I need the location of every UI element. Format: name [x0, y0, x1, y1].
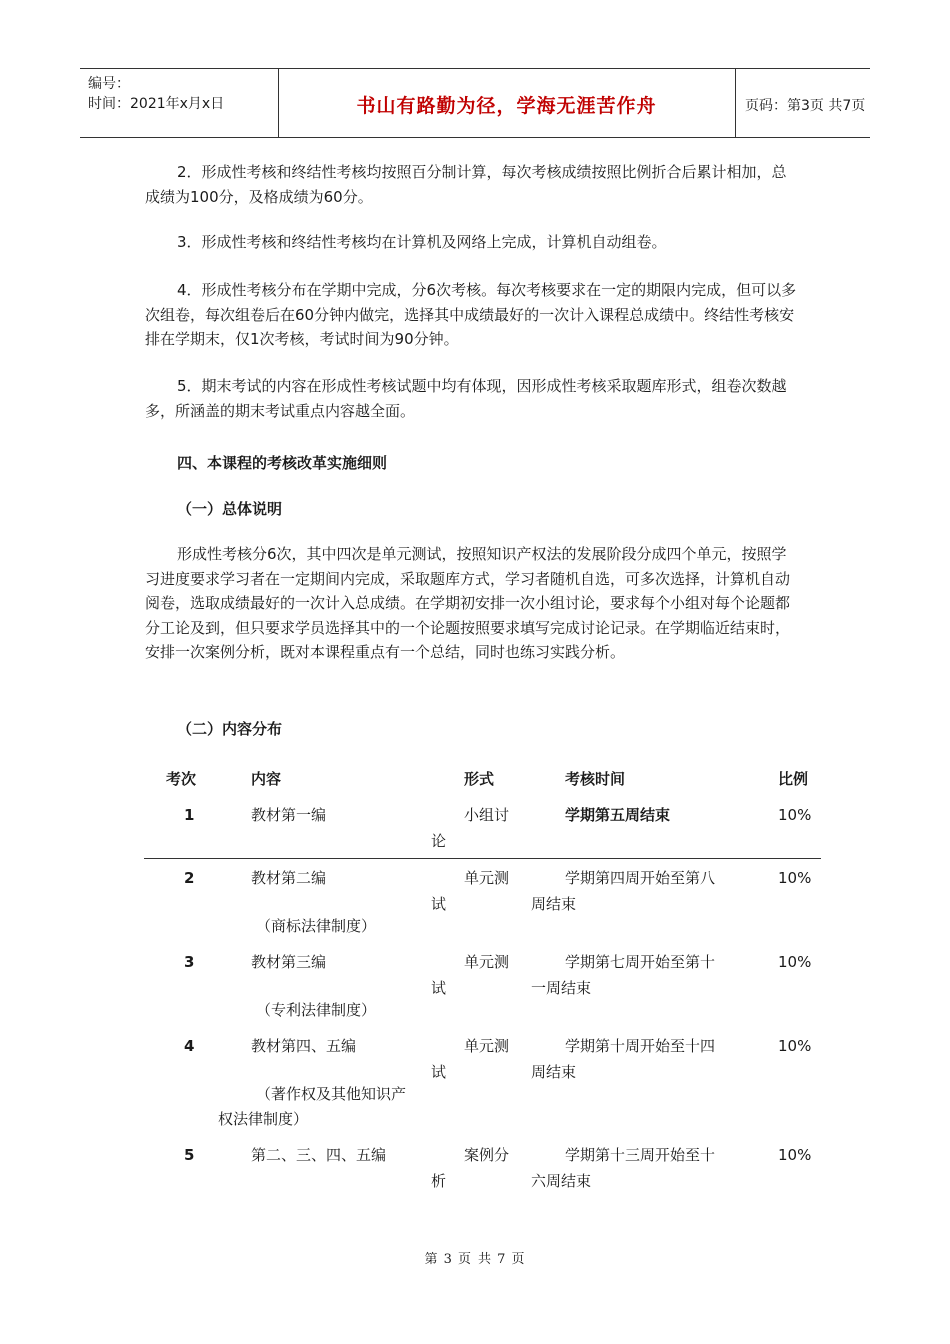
col-header-form: 形式 — [464, 770, 495, 788]
footer-current-page: 第 3 页 — [424, 1252, 472, 1267]
row-2-content-sub: （商标法律制度） — [256, 917, 377, 935]
row-3-number: 3 — [184, 953, 195, 971]
row-2-content: 教材第二编 — [251, 869, 327, 887]
row-5-time: 学期第十三周开始至十 — [565, 1146, 716, 1164]
row-4-content-sub-wrap: 权法律制度） — [218, 1110, 309, 1128]
subsection-2-title: （二）内容分布 — [177, 720, 283, 738]
row-3-content: 教材第三编 — [251, 953, 327, 971]
row-5-form-wrap: 析 — [431, 1172, 447, 1190]
row-4-form-wrap: 试 — [431, 1063, 447, 1081]
row-2-number: 2 — [184, 869, 195, 887]
row-5-form: 案例分 — [464, 1146, 510, 1164]
page-header — [80, 68, 870, 138]
row-5-content: 第二、三、四、五编 — [251, 1146, 387, 1164]
row-4-time-wrap: 周结束 — [531, 1063, 577, 1081]
col-header-time: 考核时间 — [565, 770, 626, 788]
header-page-cell — [735, 69, 870, 137]
paragraph-5: 5．期末考试的内容在形成性考核试题中均有体现，因形成性考核采取题库形式，组卷次数越多，所涵盖的期末考试重点内容越全面。 — [145, 377, 787, 420]
row-3-time: 学期第七周开始至第十 — [565, 953, 716, 971]
header-meta — [80, 69, 279, 137]
row-2-time-wrap: 周结束 — [531, 895, 577, 913]
header-page-info: 页码：第3页 共7页 — [745, 98, 866, 114]
col-header-content: 内容 — [251, 770, 282, 788]
col-header-ratio: 比例 — [778, 770, 809, 788]
row-3-form: 单元测 — [464, 953, 510, 971]
row-1-content: 教材第一编 — [251, 806, 327, 824]
paragraph-4: 4．形成性考核分布在学期中完成，分6次考核。每次考核要求在一定的期限内完成，但可以多次组卷，每次组卷后在60分钟内做完，选择其中成绩最好的一次计入课程总成绩中。终结性考核安排在学期末，仅1次考核，考试时间为90分钟。 — [145, 281, 797, 348]
row-5-number: 5 — [184, 1146, 195, 1164]
row-4-time: 学期第十周开始至十四 — [565, 1037, 716, 1055]
row-1-ratio: 10% — [778, 806, 812, 824]
row-4-form: 单元测 — [464, 1037, 510, 1055]
row-1-form-wrap: 论 — [431, 832, 447, 850]
row-3-content-sub: （专利法律制度） — [256, 1001, 377, 1019]
row-5-time-wrap: 六周结束 — [531, 1172, 592, 1190]
row-4-ratio: 10% — [778, 1037, 812, 1055]
page-footer — [0, 1248, 950, 1267]
row-4-content: 教材第四、五编 — [251, 1037, 357, 1055]
row-1-form: 小组讨 — [464, 806, 510, 824]
serial-label: 编号： — [88, 76, 130, 92]
subsection-1-title: （一）总体说明 — [177, 500, 283, 518]
row-2-form-wrap: 试 — [431, 895, 447, 913]
row-3-form-wrap: 试 — [431, 979, 447, 997]
header-motto: 书山有路勤为径，学海无涯苦作舟 — [356, 95, 657, 117]
row-2-ratio: 10% — [778, 869, 812, 887]
row-1-number: 1 — [184, 806, 195, 824]
col-header-attempt: 考次 — [166, 770, 197, 788]
section-4-title: 四、本课程的考核改革实施细则 — [177, 454, 388, 472]
row-3-ratio: 10% — [778, 953, 812, 971]
row-5-ratio: 10% — [778, 1146, 812, 1164]
row-2-time: 学期第四周开始至第八 — [565, 869, 716, 887]
paragraph-2: 2．形成性考核和终结性考核均按照百分制计算，每次考核成绩按照比例折合后累计相加，总成绩为100分，及格成绩为60分。 — [145, 163, 787, 206]
row-3-time-wrap: 一周结束 — [531, 979, 592, 997]
row-4-number: 4 — [184, 1037, 195, 1055]
date-label: 时间：2021年x月x日 — [88, 96, 225, 112]
table-divider — [144, 858, 821, 859]
header-motto-cell — [278, 69, 736, 137]
subsection-1-body: 形成性考核分6次，其中四次是单元测试，按照知识产权法的发展阶段分成四个单元，按照学习进度要求学习者在一定期间内完成，采取题库方式，学习者随机自选，可多次选择，计算机自动阅卷，选取成绩最好的一次计入总成绩。在学期初安排一次小组讨论，要求每个小组对每个论题都分工论及到，但只要求学员选择其中的一个论题按照要求填写完成讨论记录。在学期临近结束时，安排一次案例分析，既对本课程重点有一个总结，同时也练习实践分析。 — [145, 545, 791, 661]
paragraph-3: 3．形成性考核和终结性考核均在计算机及网络上完成，计算机自动组卷。 — [177, 233, 667, 251]
row-1-time: 学期第五周结束 — [565, 806, 671, 824]
row-2-form: 单元测 — [464, 869, 510, 887]
footer-total-pages: 共 7 页 — [478, 1252, 526, 1267]
row-4-content-sub: （著作权及其他知识产 — [256, 1085, 407, 1103]
